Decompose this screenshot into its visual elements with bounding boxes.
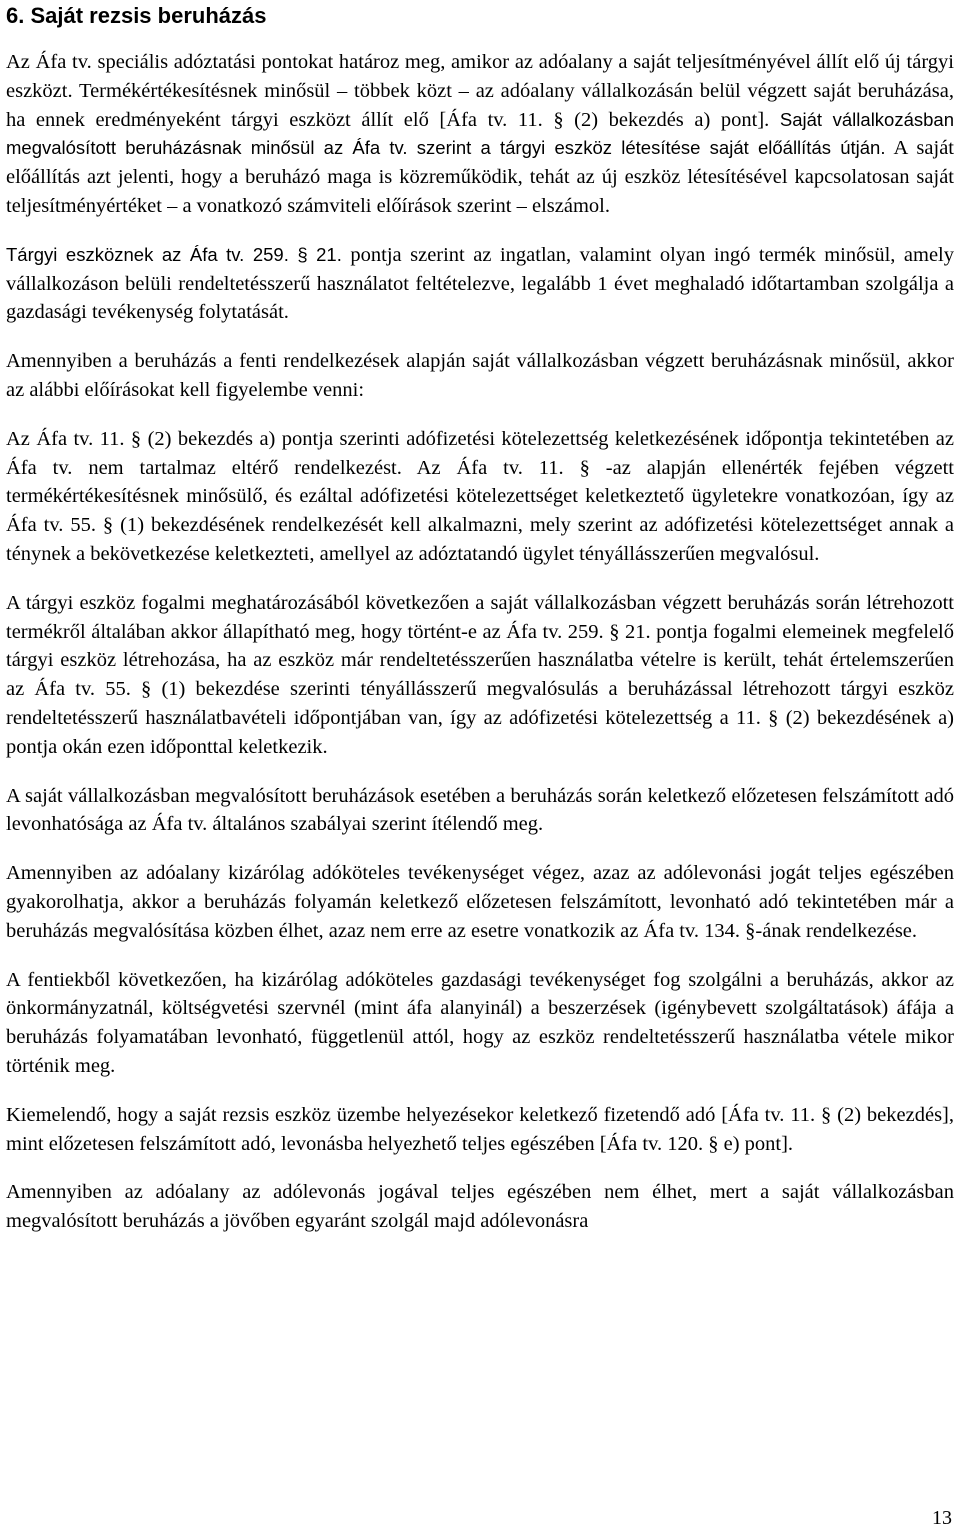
paragraph-2 (6, 241, 954, 327)
paragraph-1-part-c: A saját előállítás azt jelenti, hogy a beruházó maga is közreműködik, tehát az új eszköz létesítésével kapcsolatosan saját teljesítményértéket – a vonatkozó számviteli előírások szerint – elszámol. (6, 137, 954, 217)
paragraph-10: Amennyiben az adóalany az adólevonás jogával teljes egészében nem élhet, mert a saját vállalkozásban megvalósított beruházás a jövőben egyaránt szolgál majd adólevonásra (6, 1181, 954, 1233)
paragraph-2-part-b: pontja szerint az ingatlan, valamint olyan ingó termék minősül, amely vállalkozáson belüli rendeltetésszerű használatot feltételezve, legalább 1 évet meghaladó időtartamban szolgálja a gazdasági tevékenység folytatását. (6, 243, 955, 324)
paragraph-8: A fentiekből következően, ha kizárólag adóköteles gazdasági tevékenységet fog szolgálni a beruházás, akkor az önkormányzatnál, költségvetési szervnél (mint áfa alanyinál) a beszerzések (igénybevett szolgáltatások) áfája a beruházás folyamatában levonható, függetlenül attól, hogy az eszköz rendeltetésszerű használatba vétele mikor történik meg. (6, 968, 954, 1077)
paragraph-7: Amennyiben az adóalany kizárólag adóköteles tevékenységet végez, azaz az adólevonási jogát teljes egészében gyakorolhatja, akkor a beruházás folyamán keletkező előzetesen felszámított, levonható adó tekintetében már a beruházás megvalósítása közben élhet, azaz nem erre az esetre vonatkozik az Áfa tv. 134. §-ának rendelkezése. (6, 862, 954, 942)
paragraph-1-part-b: Saját vállalkozásban megvalósított beruházásnak minősül az Áfa tv. szerint a tárgyi eszköz létesítése saját előállítás útján. (6, 108, 954, 159)
paragraph-4: Az Áfa tv. 11. § (2) bekezdés a) pontja szerinti adófizetési kötelezettség keletkezésének időpontja tekintetében az Áfa tv. nem tartalmaz eltérő rendelkezést. Az Áfa tv. 11. § -az alapján ellenérték fejében végzett termékértékesítésnek minősülő, és ezáltal adófizetési kötelezettséget keletkeztető ügyletekre vonatkozóan, így az Áfa tv. 55. § (1) bekezdésének rendelkezését kell alkalmazni, mely szerint az adófizetési kötelezettséget annak a ténynek a bekövetkezése keletkezteti, amellyel az adóztatandó ügylet tényállásszerűen megvalósul. (6, 427, 954, 565)
paragraph-2-part-a: Tárgyi eszköznek az Áfa tv. 259. § 21. (6, 243, 342, 265)
page-number: 13 (932, 1507, 952, 1529)
paragraph-1-part-a: Az Áfa tv. speciális adóztatási pontokat határoz meg, amikor az adóalany a saját teljesítményével állít elő új tárgyi eszközt. Termékértékesítésnek minősül – többek közt – az adóalany vállalkozásán belül végzett saját beruházása, ha ennek eredményeként tárgyi eszközt állít elő [Áfa tv. 11. § (2) bekezdés a) pont]. (6, 51, 954, 131)
paragraph-3: Amennyiben a beruházás a fenti rendelkezések alapján saját vállalkozásban végzett beruházásnak minősül, akkor az alábbi előírásokat kell figyelembe venni: (6, 350, 954, 401)
paragraph-6: A saját vállalkozásban megvalósított beruházások esetében a beruházás során keletkező előzetesen felszámított adó levonhatósága az Áfa tv. általános szabályai szerint ítélendő meg. (6, 784, 954, 836)
paragraph-9: Kiemelendő, hogy a saját rezsis eszköz üzembe helyezésekor keletkező fizetendő adó [Áfa tv. 11. § (2) bekezdés], mint előzetesen felszámított adó, levonásba helyezhető teljes egészében [Áfa tv. 120. § e) pont]. (6, 1103, 954, 1155)
section-heading: 6. Saját rezsis beruházás (6, 3, 267, 28)
document-page (6, 0, 954, 1256)
paragraph-5: A tárgyi eszköz fogalmi meghatározásából következően a saját vállalkozásban végzett beruházás során létrehozott termékről általában akkor állapítható meg, hogy történt-e az Áfa tv. 259. § 21. pontja fogalmi elemeinek megfelelő tárgyi eszköz létrehozása, ha az eszköz már rendeltetésszerűen használatba vételre is került, tehát értelemszerűen az Áfa tv. 55. § (1) bekezdése szerinti tényállásszerű megvalósulás a beruházással létrehozott tárgyi eszköz rendeltetésszerű használatbavételi időpontjában van, így az adófizetési kötelezettség a 11. § (2) bekezdésének a) pontja okán ezen időponttal keletkezik. (6, 591, 954, 758)
paragraph-1 (6, 48, 954, 221)
